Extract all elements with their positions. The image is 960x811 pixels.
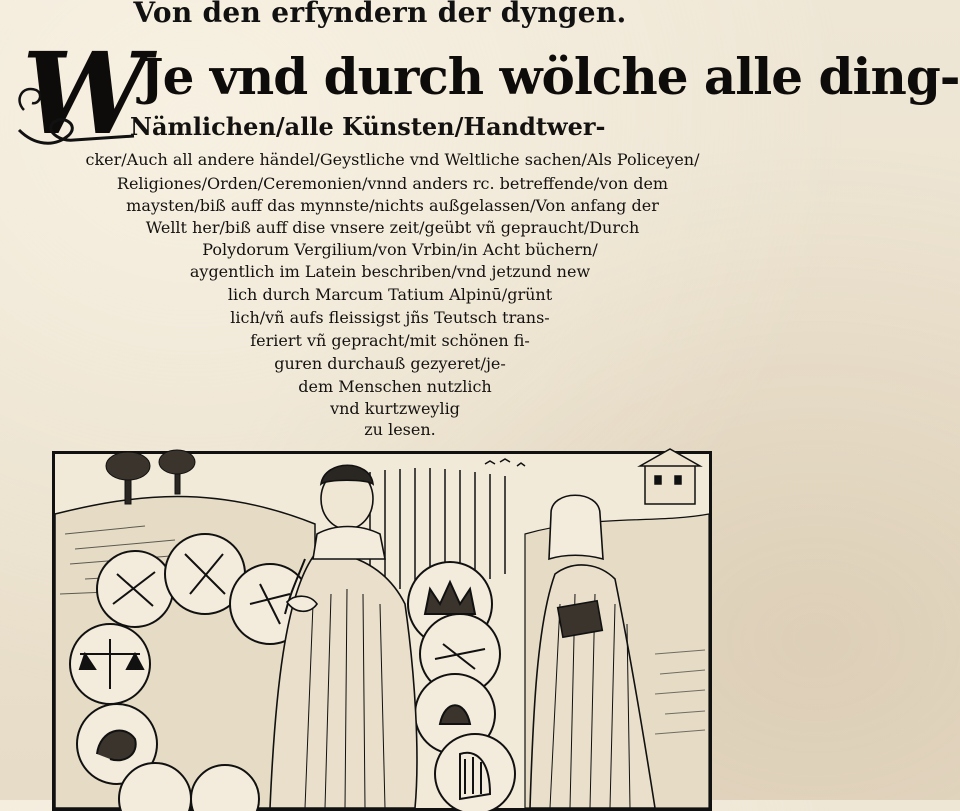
body-line-3: Religiones/Orden/Ceremonien/vnnd anders rc. betreffende/von dem	[116, 174, 669, 193]
decorated-initial: W	[22, 29, 148, 160]
body-line-10: feriert vñ gepracht/mit schönen fi-	[250, 331, 530, 350]
body-line-9: lich/vñ aufs fleissigst jñs Teutsch trans-	[230, 308, 550, 327]
body-line-13: vnd kurtzweylig	[330, 399, 460, 418]
town-icon	[640, 449, 700, 504]
body-line-1: Nämlichen/alle Künsten/Handtwer-	[130, 112, 606, 141]
body-line-4: maysten/biß auff das mynnste/nichts außgelassen/Von anfang der	[126, 196, 659, 215]
body-line-8: lich durch Marcum Tatium Alpinū/grünt	[227, 285, 553, 304]
initial-flourish-icon	[14, 70, 144, 150]
body-line-14: zu lesen.	[364, 420, 436, 439]
scales-medallion-icon	[70, 624, 150, 704]
body-line-11: guren durchauß gezyeret/je-	[274, 354, 506, 373]
woodcut-illustration-icon	[55, 454, 709, 808]
harp-medallion-icon	[435, 734, 515, 811]
body-line-2: cker/Auch all andere händel/Geystliche vnd Weltliche sachen/Als Policeyen/	[85, 150, 700, 169]
body-line-7: aygentlich im Latein beschriben/vnd jetzund new	[189, 262, 591, 281]
body-line-5: Wellt her/biß auff dise vnsere zeit/geübt vñ gepraucht/Durch	[145, 218, 640, 237]
title-line: Je vnd durch wölche alle ding-	[140, 47, 960, 106]
body-line-12: dem Menschen nutzlich	[298, 377, 492, 396]
page-header: Von den erfyndern der dyngen.	[133, 0, 627, 29]
woodcut-illustration	[52, 451, 712, 811]
crown-medallion-icon	[408, 562, 500, 754]
body-line-6: Polydorum Vergilium/von Vrbin/in Acht büchern/	[202, 240, 598, 259]
